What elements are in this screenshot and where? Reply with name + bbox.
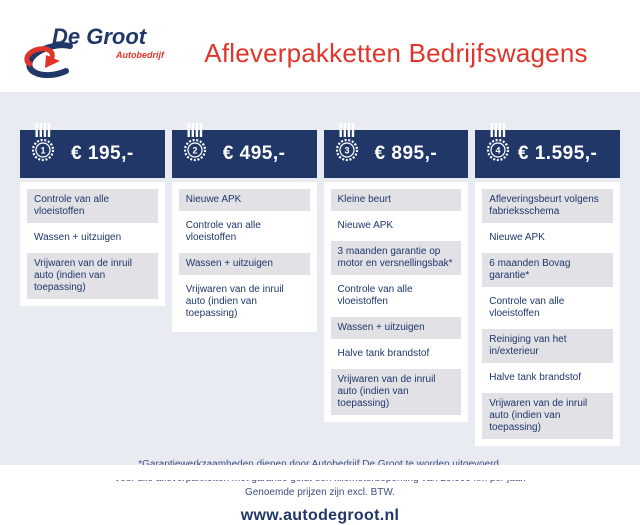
package-item: Reiniging van het in/exterieur <box>482 329 613 363</box>
package-column-2 <box>172 130 317 446</box>
package-column-1 <box>20 130 165 446</box>
package-card-2 <box>172 182 317 332</box>
package-item: Nieuwe APK <box>331 215 462 237</box>
package-item: 6 maanden Bovag garantie* <box>482 253 613 287</box>
medal-4-number: 4 <box>495 145 501 156</box>
medal-1-number: 1 <box>40 145 46 156</box>
package-item: Afleveringsbeurt volgens fabrieksschema <box>482 189 613 223</box>
package-card-4 <box>475 182 620 446</box>
package-item: Wassen + uitzuigen <box>179 253 310 275</box>
package-card-3 <box>324 182 469 422</box>
medal-3-number: 3 <box>343 145 350 156</box>
package-item: Nieuwe APK <box>482 227 613 249</box>
package-header-2 <box>172 130 317 178</box>
brand-logo <box>14 18 164 82</box>
package-item: Vrijwaren van de inruil auto (indien van toepassing) <box>331 369 462 415</box>
package-header-1 <box>20 130 165 178</box>
website-url: www.autodegroot.nl <box>240 507 400 524</box>
package-price-4: € 1.595,- <box>517 143 598 164</box>
package-price-1: € 195,- <box>71 143 134 164</box>
package-item: Controle van alle vloeistoffen <box>179 215 310 249</box>
package-price-3: € 895,- <box>374 143 438 164</box>
medal-1-icon <box>28 122 58 168</box>
medal-2-number: 2 <box>192 145 198 156</box>
brand-text <box>52 24 164 60</box>
package-item: 3 maanden garantie op motor en versnellingsbak* <box>331 241 462 275</box>
package-header-3 <box>324 130 469 178</box>
package-price-2: € 495,- <box>222 143 286 164</box>
package-item: Halve tank brandstof <box>482 367 613 389</box>
package-item: Controle van alle vloeistoffen <box>482 291 613 325</box>
brand-subtitle: Autobedrijf <box>116 50 164 60</box>
medal-3-icon <box>332 122 362 168</box>
package-item: Wassen + uitzuigen <box>27 227 158 249</box>
package-item: Vrijwaren van de inruil auto (indien van toepassing) <box>482 393 613 439</box>
brand-name: De Groot <box>52 24 147 49</box>
package-item: Halve tank brandstof <box>331 343 462 365</box>
bottom-strip <box>0 465 640 480</box>
package-item: Vrijwaren van de inruil auto (indien van toepassing) <box>179 279 310 325</box>
medal-2-icon <box>180 122 210 168</box>
package-item: Kleine beurt <box>331 189 462 211</box>
header <box>0 0 640 92</box>
footnote-line: Genoemde prijzen zijn excl. BTW. <box>244 487 396 498</box>
main-content <box>0 92 640 524</box>
package-card-1 <box>20 182 165 306</box>
package-item: Controle van alle vloeistoffen <box>331 279 462 313</box>
package-item: Controle van alle vloeistoffen <box>27 189 158 223</box>
package-header-4 <box>475 130 620 178</box>
package-columns <box>20 130 620 446</box>
package-item: Nieuwe APK <box>179 189 310 211</box>
package-column-3 <box>324 130 469 446</box>
medal-4-icon <box>483 122 513 168</box>
package-item: Vrijwaren van de inruil auto (indien van toepassing) <box>27 253 158 299</box>
package-item: Wassen + uitzuigen <box>331 317 462 339</box>
page-title: Afleverpakketten Bedrijfswagens <box>204 38 588 68</box>
package-column-4 <box>475 130 620 446</box>
